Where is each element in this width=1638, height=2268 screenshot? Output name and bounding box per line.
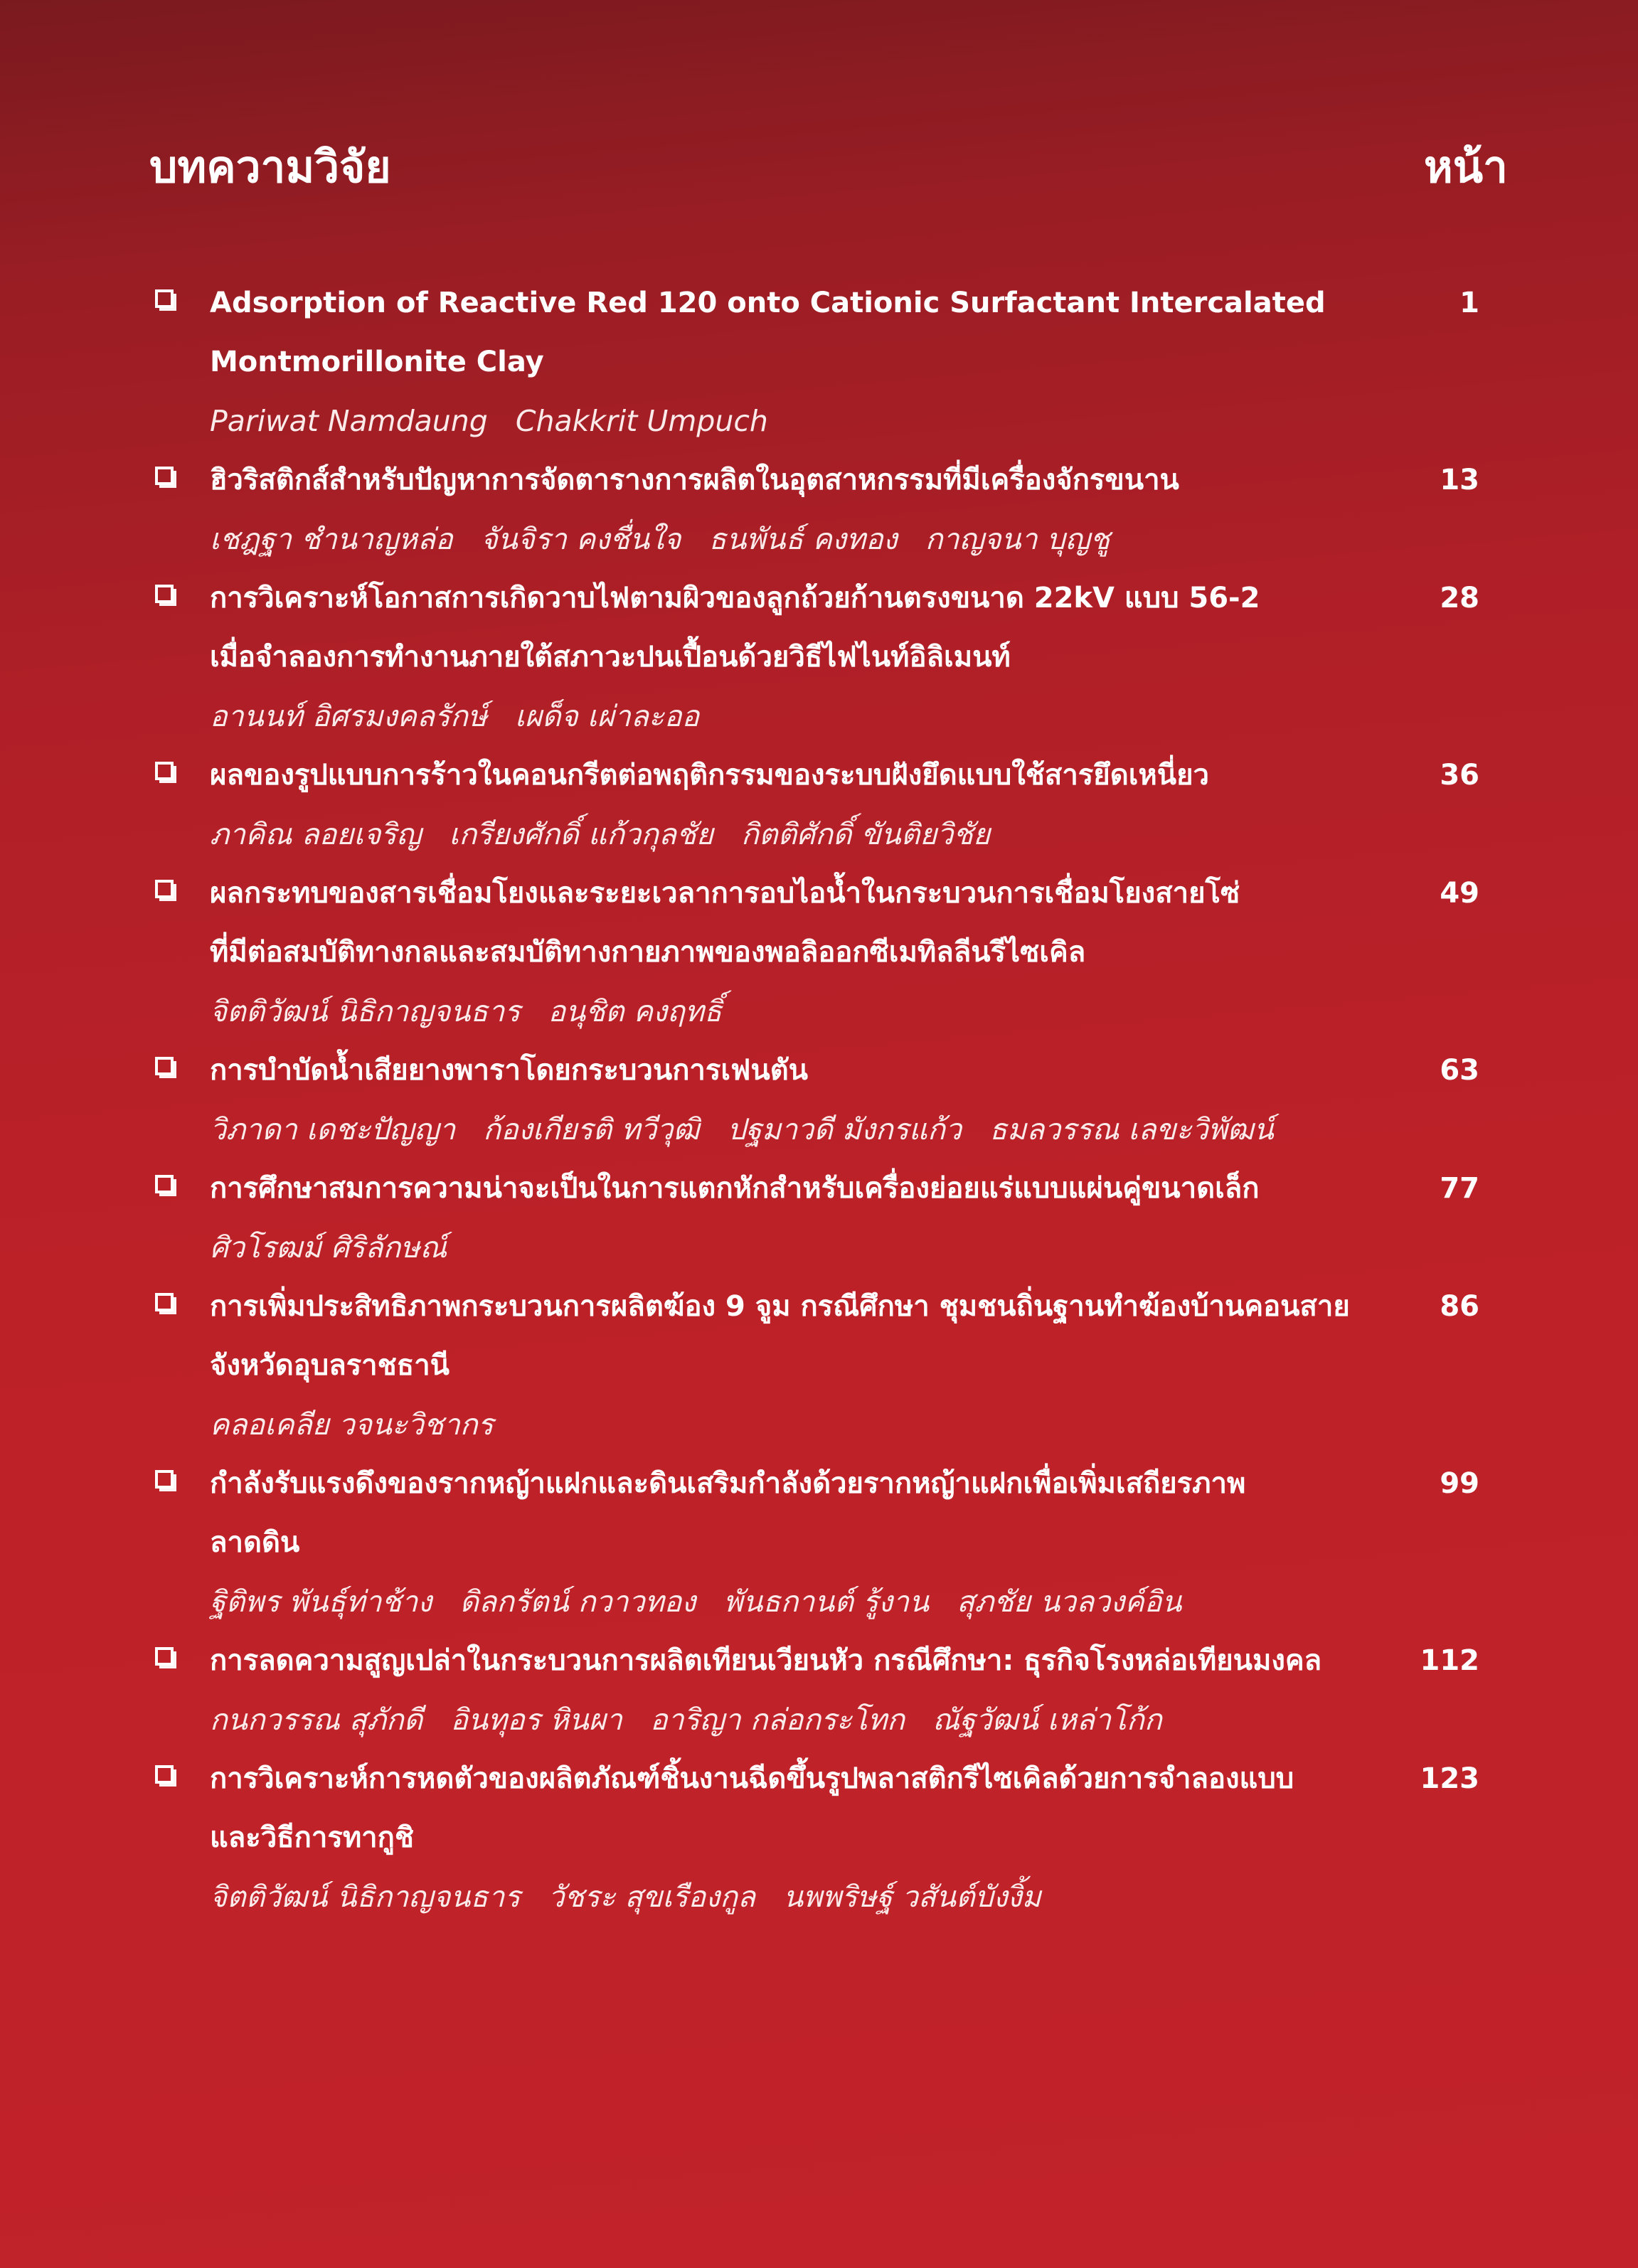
article-authors: คลอเคลีย วจนะวิชากร (210, 1407, 494, 1442)
article-title: ผลกระทบของสารเชื่อมโยงและระยะเวลาการอบไอน้ำในกระบวนการเชื่อมโยงสายโซ่ ที่มีต่อสมบัติทางกลและสมบัติทางกายภาพของพอลิออกซีเมทิลลีนรีไซเคิล (210, 877, 1240, 969)
checkbox-icon (155, 289, 174, 308)
toc-entry[interactable] (149, 451, 1479, 569)
article-title: การวิเคราะห์โอกาสการเกิดวาบไฟตามผิวของลูกถ้วยก้านตรงขนาด 22kV แบบ 56-2 เมื่อจำลองการทำงานภายใต้สภาวะปนเปื้อนด้วยวิธีไฟไนท์อิลิเมนท์ (210, 582, 1260, 674)
toc-entry[interactable] (149, 274, 1479, 451)
toc-entry[interactable] (149, 1041, 1479, 1159)
article-authors: อานนท์ อิศรมงคลรักษ์ เผด็จ เผ่าละออ (210, 699, 700, 733)
article-authors: วิภาดา เดชะปัญญา ก้องเกียรติ ทวีวุฒิ ปฐมาวดี มังกรแก้ว ธมลวรรณ เลขะวิพัฒน์ (210, 1112, 1274, 1146)
toc-entry[interactable] (149, 1631, 1479, 1750)
article-page-number: 13 (1440, 464, 1479, 496)
article-title: การบำบัดน้ำเสียยางพาราโดยกระบวนการเฟนตัน (210, 1054, 809, 1087)
checkbox-icon (155, 1293, 174, 1311)
article-authors: ศิวโรฒม์ ศิริลักษณ์ (210, 1230, 447, 1265)
article-title: ผลของรูปแบบการร้าวในคอนกรีตต่อพฤติกรรมของระบบฝังยึดแบบใช้สารยึดเหนี่ยว (210, 759, 1209, 792)
checkbox-icon (155, 1647, 174, 1666)
article-authors: จิตติวัฒน์ นิธิกาญจนธาร อนุชิต คงฤทธิ์ (210, 994, 722, 1028)
toc-header (149, 135, 1508, 199)
checkbox-icon (155, 1765, 174, 1784)
article-page-number: 1 (1459, 287, 1479, 319)
article-authors: ฐิติพร พันธุ์ท่าช้าง ดิลกรัตน์ กวาวทอง พันธกานต์ รู้งาน สุภชัย นวลวงค์อิน (210, 1585, 1182, 1619)
toc-entry[interactable] (149, 864, 1479, 1041)
checkbox-icon (155, 1470, 174, 1489)
article-page-number: 86 (1440, 1290, 1479, 1323)
toc-entry[interactable] (149, 1277, 1479, 1454)
page-column-label: หน้า (1423, 141, 1508, 193)
toc-entry[interactable] (149, 569, 1479, 746)
article-authors: เชฎฐา ชำนาญหล่อ จันจิรา คงชื่นใจ ธนพันธ์ คงทอง กาญจนา บุญชู (210, 522, 1110, 556)
article-authors: กนกวรรณ สุภักดี อินทุอร หินผา อาริญา กล่อกระโทก ณัฐวัฒน์ เหล่าโก้ก (210, 1703, 1162, 1737)
article-page-number: 28 (1440, 582, 1479, 614)
toc-list (149, 274, 1479, 1927)
article-page-number: 112 (1420, 1644, 1479, 1677)
article-authors: จิตติวัฒน์ นิธิกาญจนธาร วัชระ สุขเรืองกูล นพพริษฐ์ วสันต์บังงิ้ม (210, 1880, 1041, 1914)
toc-entry[interactable] (149, 1454, 1479, 1631)
article-authors: Pariwat Namdaung Chakkrit Umpuch (210, 404, 768, 438)
article-title: การศึกษาสมการความน่าจะเป็นในการแตกหักสำหรับเครื่องย่อยแร่แบบแผ่นคู่ขนาดเล็ก (210, 1172, 1260, 1205)
checkbox-icon (155, 762, 174, 780)
checkbox-icon (155, 1057, 174, 1075)
article-page-number: 36 (1440, 759, 1479, 792)
checkbox-icon (155, 880, 174, 898)
article-page-number: 49 (1440, 877, 1479, 910)
checkbox-icon (155, 585, 174, 603)
article-page-number: 123 (1420, 1762, 1479, 1795)
article-title: กำลังรับแรงดึงของรากหญ้าแฝกและดินเสริมกำลังด้วยรากหญ้าแฝกเพื่อเพิ่มเสถียรภาพ ลาดดิน (210, 1467, 1246, 1559)
toc-entry[interactable] (149, 1159, 1479, 1277)
article-title: การเพิ่มประสิทธิภาพกระบวนการผลิตฆ้อง 9 จูม กรณีศึกษา ชุมชนถิ่นฐานทำฆ้องบ้านคอนสาย จังหวัดอุบลราชธานี (210, 1290, 1350, 1382)
section-title: บทความวิจัย (149, 141, 391, 193)
toc-entry[interactable] (149, 1750, 1479, 1927)
article-page-number: 63 (1440, 1054, 1479, 1087)
article-title: การวิเคราะห์การหดตัวของผลิตภัณฑ์ชิ้นงานฉีดขึ้นรูปพลาสติกรีไซเคิลด้วยการจำลองแบบ และวิธีการทากูชิ (210, 1762, 1294, 1854)
article-page-number: 99 (1440, 1467, 1479, 1500)
checkbox-icon (155, 1175, 174, 1193)
article-title: ฮิวริสติกส์สำหรับปัญหาการจัดตารางการผลิตในอุตสาหกรรมที่มีเครื่องจักรขนาน (210, 464, 1179, 496)
article-title: Adsorption of Reactive Red 120 onto Cationic Surfactant Intercalated Montmorillonite Clay (210, 287, 1326, 378)
article-authors: ภาคิณ ลอยเจริญ เกรียงศักดิ์ แก้วกุลชัย กิตติศักดิ์ ขันติยวิชัย (210, 817, 991, 851)
checkbox-icon (155, 467, 174, 485)
article-title: การลดความสูญเปล่าในกระบวนการผลิตเทียนเวียนหัว กรณีศึกษา: ธุรกิจโรงหล่อเทียนมงคล (210, 1644, 1322, 1677)
article-page-number: 77 (1440, 1172, 1479, 1205)
toc-entry[interactable] (149, 746, 1479, 864)
